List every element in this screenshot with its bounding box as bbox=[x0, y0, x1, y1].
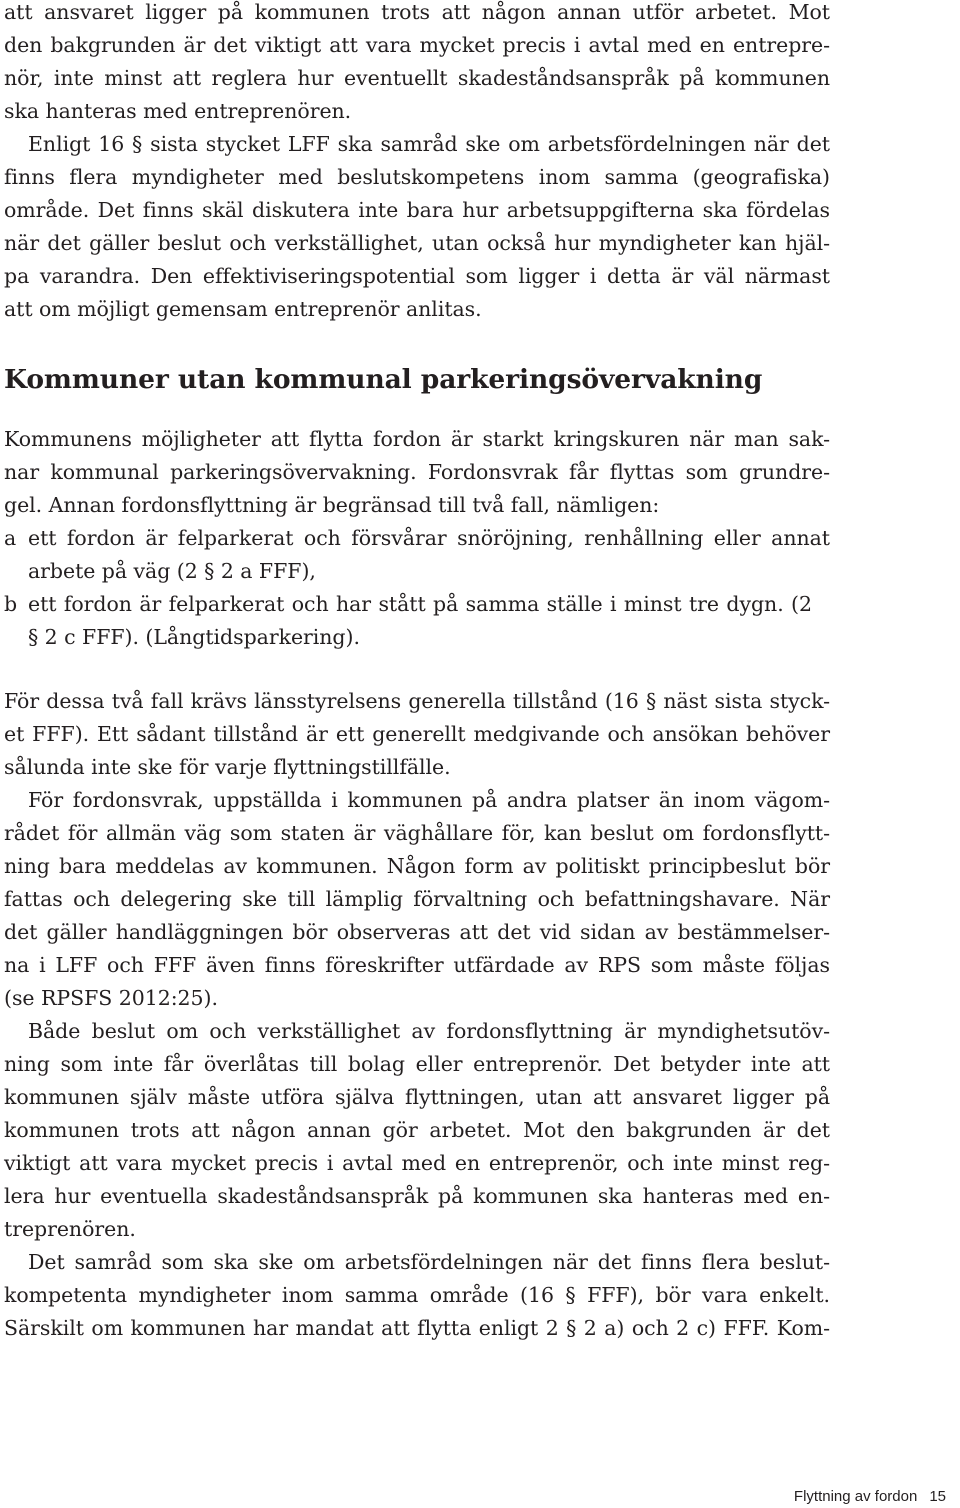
body-text-line: att ansvaret ligger på kommunen trots att någon annan utför arbetet. Mot bbox=[4, 0, 830, 24]
body-text-line: att om möjligt gemensam entreprenör anlitas. bbox=[4, 297, 482, 321]
body-text-line: den bakgrunden är det viktigt att vara mycket precis i avtal med en entrepre- bbox=[4, 33, 830, 57]
body-text-line: Särskilt om kommunen har mandat att flytta enligt 2 § 2 a) och 2 c) FFF. Kom- bbox=[4, 1316, 830, 1340]
body-text-line: rådet för allmän väg som staten är väghållare för, kan beslut om fordonsflytt- bbox=[4, 821, 830, 845]
list-item-letter: a bbox=[4, 526, 17, 550]
body-text-line: sålunda inte ske för varje flyttningstillfälle. bbox=[4, 755, 451, 779]
body-text-line: (se RPSFS 2012:25). bbox=[4, 986, 218, 1010]
body-text-line: lera hur eventuella skadeståndsanspråk på kommunen ska hanteras med en- bbox=[4, 1184, 830, 1208]
body-text-line: när det gäller beslut och verkställighet, utan också hur myndigheter kan hjäl- bbox=[4, 231, 830, 255]
body-text-line: område. Det finns skäl diskutera inte bara hur arbetsuppgifterna ska fördelas bbox=[4, 198, 830, 222]
body-text-line: fattas och delegering ske till lämplig förvaltning och befattningshavare. När bbox=[4, 887, 830, 911]
page-footer bbox=[794, 1487, 946, 1507]
body-text-line: För fordonsvrak, uppställda i kommunen på andra platser än inom vägom- bbox=[28, 788, 830, 812]
body-text-line: kommunen trots att någon annan gör arbetet. Mot den bakgrunden är det bbox=[4, 1118, 830, 1142]
body-text-line: nar kommunal parkeringsövervakning. Fordonsvrak får flyttas som grundre- bbox=[4, 460, 830, 484]
page-number: 15 bbox=[929, 1488, 946, 1505]
running-title: Flyttning av fordon bbox=[793, 1488, 918, 1505]
body-text-line: Enligt 16 § sista stycket LFF ska samråd ske om arbetsfördelningen när det bbox=[28, 132, 830, 156]
body-text-line: ning som inte får överlåtas till bolag eller entreprenör. Det betyder inte att bbox=[4, 1052, 830, 1076]
body-text-line: et FFF). Ett sådant tillstånd är ett generellt medgivande och ansökan behöver bbox=[4, 722, 830, 746]
body-text-line: Det samråd som ska ske om arbetsfördelningen när det finns flera beslut- bbox=[28, 1250, 830, 1274]
body-text-line: det gäller handläggningen bör observeras att det vid sidan av bestämmelser- bbox=[4, 920, 830, 944]
body-text-line: Både beslut om och verkställighet av fordonsflyttning är myndighetsutöv- bbox=[28, 1019, 830, 1043]
body-text-line: viktigt att vara mycket precis i avtal med en entreprenör, och inte minst reg- bbox=[4, 1151, 830, 1175]
body-text-line: pa varandra. Den effektiviseringspotential som ligger i detta är väl närmast bbox=[4, 264, 830, 288]
list-item-letter: b bbox=[4, 592, 18, 616]
body-text-line: nör, inte minst att reglera hur eventuellt skadeståndsanspråk på kommunen bbox=[4, 66, 830, 90]
list-item-line: ett fordon är felparkerat och har stått på samma ställe i minst tre dygn. (2 bbox=[28, 592, 812, 616]
list-item-line: arbete på väg (2 § 2 a FFF), bbox=[28, 559, 316, 583]
body-text-line: treprenören. bbox=[4, 1217, 136, 1241]
body-text-line: ning bara meddelas av kommunen. Någon form av politiskt principbeslut bör bbox=[4, 854, 830, 878]
body-text-line: ska hanteras med entreprenören. bbox=[4, 99, 352, 123]
body-text-line: kompetenta myndigheter inom samma område (16 § FFF), bör vara enkelt. bbox=[4, 1283, 830, 1307]
section-heading: Kommuner utan kommunal parkeringsövervakning bbox=[4, 364, 763, 395]
body-text-line: För dessa två fall krävs länsstyrelsens generella tillstånd (16 § näst sista styck- bbox=[4, 689, 830, 713]
list-item-line: ett fordon är felparkerat och försvårar snöröjning, renhållning eller annat bbox=[28, 526, 830, 550]
body-text-line: na i LFF och FFF även finns föreskrifter utfärdade av RPS som måste följas bbox=[4, 953, 830, 977]
body-text-line: kommunen själv måste utföra själva flyttningen, utan att ansvaret ligger på bbox=[4, 1085, 830, 1109]
list-item-line: § 2 c FFF). (Långtidsparkering). bbox=[28, 625, 360, 649]
body-text-line: gel. Annan fordonsflyttning är begränsad till två fall, nämligen: bbox=[4, 493, 660, 517]
body-text-line: finns flera myndigheter med beslutskompetens inom samma (geografiska) bbox=[4, 165, 830, 189]
body-text-line: Kommunens möjligheter att flytta fordon är starkt kringskuren när man sak- bbox=[4, 427, 830, 451]
